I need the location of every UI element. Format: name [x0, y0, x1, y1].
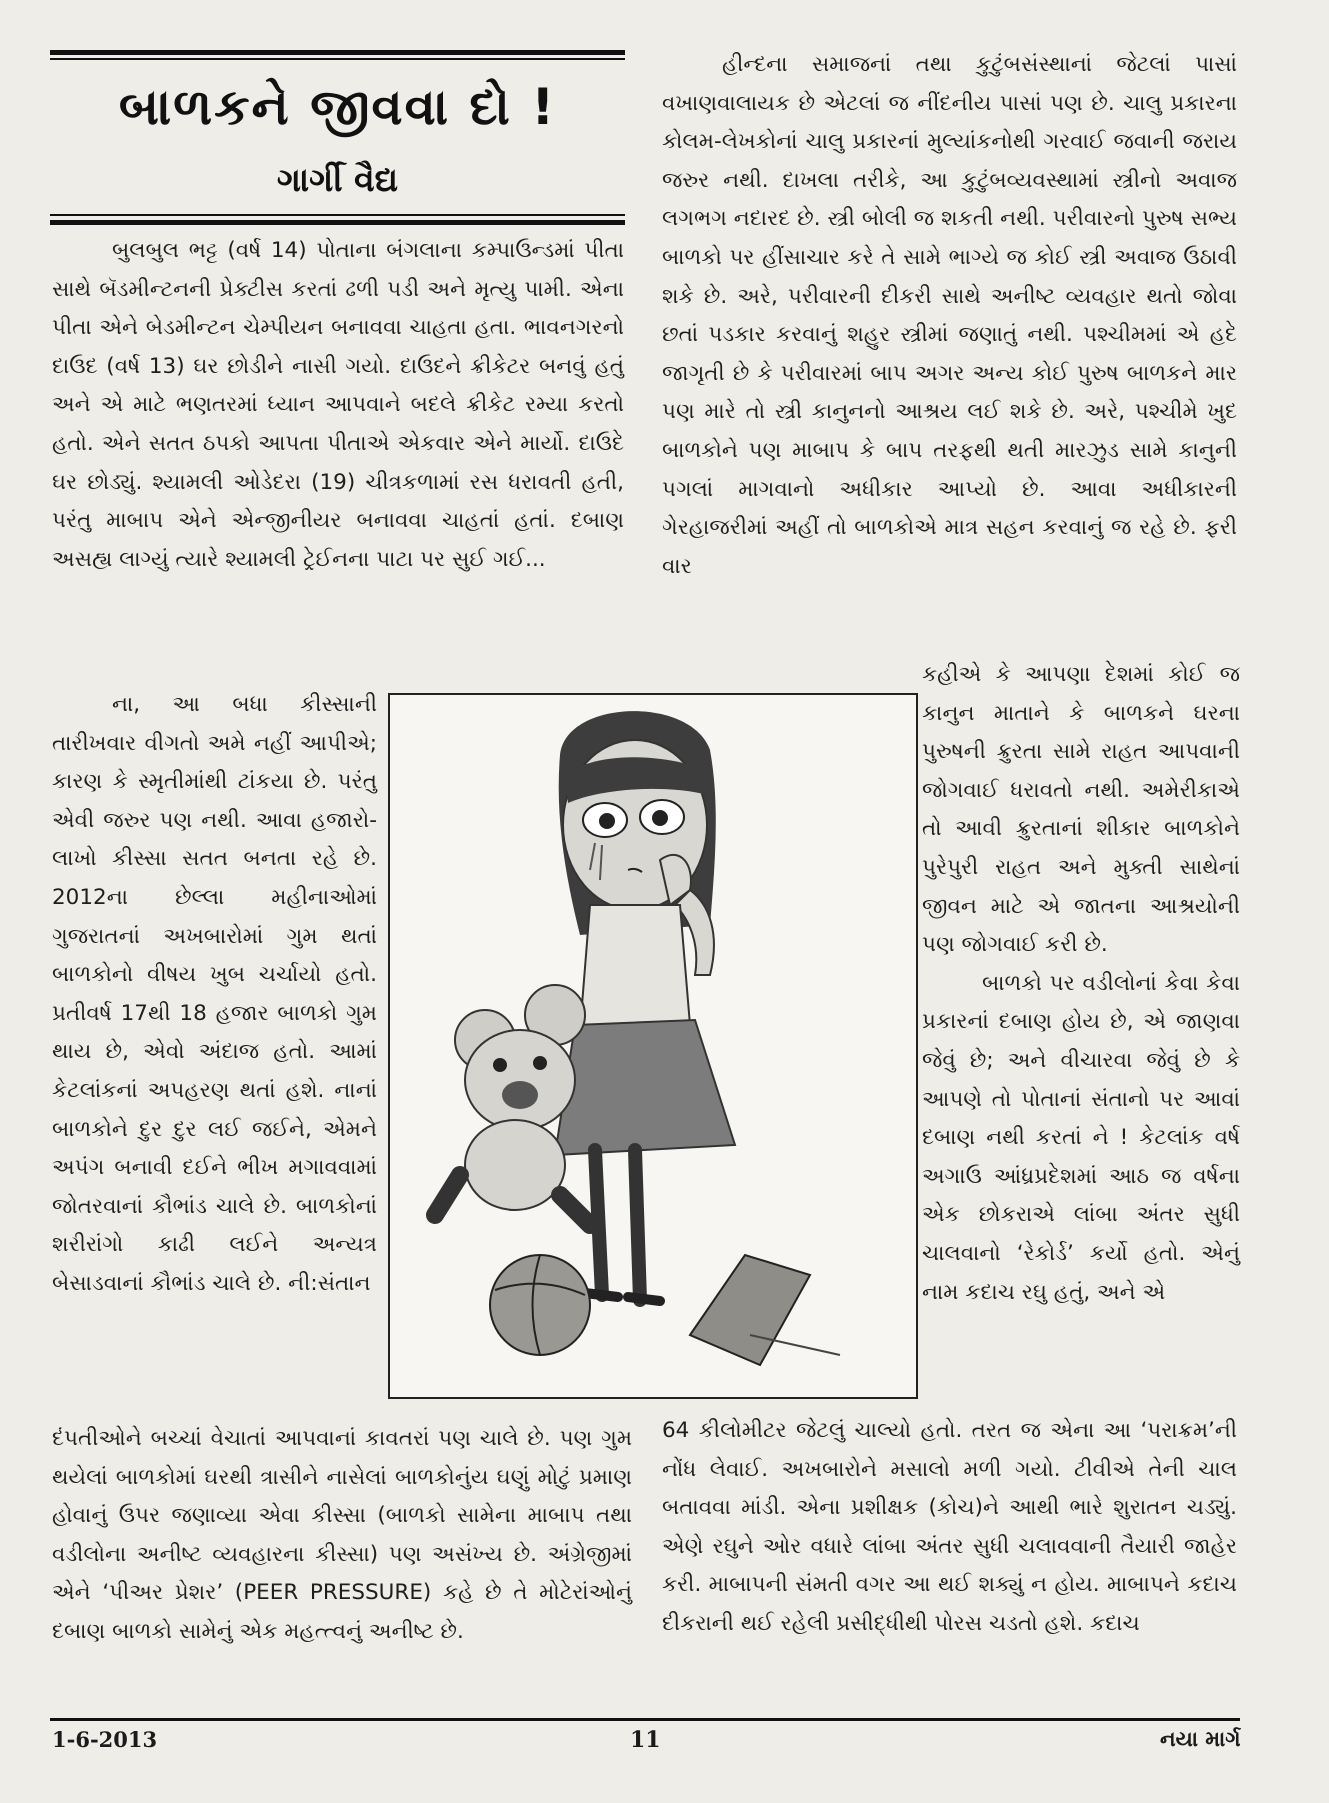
title-block	[50, 50, 625, 226]
bear-head	[465, 1030, 575, 1130]
right-column-middle	[922, 656, 1240, 1312]
left-column-top	[52, 232, 624, 579]
left-column-bottom	[52, 1420, 632, 1652]
paragraph-record: 64 કીલોમીટર જેટલું ચાલ્યો હતો. તરત જ એના આ ‘પરાક્રમ’ની નોંધ લેવાઈ. અખબારોને મસાલો મળી ગયો. ટીવીએ તેની ચાલ બતાવવા માંડી. એના પ્રશીક્ષક (કોચ)ને આથી ભારે શુરાતન ચડ્યું. એણે રઘુને ઓર વધારે લાંબા અંતર સુધી ચલાવવાની તૈયારી જાહેર કરી. માબાપની સંમતી વગર આ થઈ શક્યું ન હોય. માબાપને કદાચ દીકરાની થઈ રહેલી પ્રસીદ્ધીથી પોરસ ચડતો હશે. કદાચ	[662, 1418, 1237, 1636]
book	[690, 1255, 810, 1365]
title-bottom-rule	[50, 220, 625, 225]
crying-girl-drawing	[390, 695, 916, 1397]
title-top-rule	[50, 50, 625, 55]
right-column-top	[662, 46, 1237, 586]
article-author: ગાર્ગી વૈદ્ય	[276, 160, 399, 199]
footer-rule	[50, 1718, 1240, 1721]
title-top-rule-thin	[50, 58, 625, 60]
ball	[490, 1255, 590, 1355]
paragraph-missing-children: ના, આ બધા કીસ્સાની તારીખવાર વીગતો અમે નહીં આપીએ; કારણ કે સ્મૃતીમાંથી ટાંકયા છે. પરંતુ એવી જરુર પણ નથી. આવા હજારો-લાખો કીસ્સા સતત બનતા રહે છે. 2012ના છેલ્લા મહીનાઓમાં ગુજરાતનાં અખબારોમાં ગુમ થતાં બાળકોનો વીષય ખુબ ચર્ચાયો હતો. પ્રતીવર્ષ 17થી 18 હજાર બાળકો ગુમ થાય છે, એવો અંદાજ હતો. આમાં કેટલાંકનાં અપહરણ થતાં હશે. નાનાં બાળકોને દુર દુર લઈ જઈને, એમને અપંગ બનાવી દઈને ભીખ મગાવવામાં જોતરવાનાં કૌભાંડ ચાલે છે. બાળકોનાં શરીરાંગો કાઢી લઈને અન્યત્ર બેસાડવાનાં કૌભાંડ ચાલે છે. ની:સંતાન	[52, 692, 377, 1296]
paragraph-law: કહીએ કે આપણા દેશમાં કોઈ જ કાનુન માતાને કે બાળકને ઘરના પુરુષની ક્રુરતા સામે રાહત આપવાની જોગવાઈ ધરાવતો નથી. અમેરીકાએ તો આવી ક્રુરતાનાં શીકાર બાળકોને પુરેપુરી રાહત અને મુક્તી સાથેનાં જીવન માટે એ જાતના આશ્રયોની પણ જોગવાઈ કરી છે.	[922, 662, 1240, 958]
paragraph-peer-pressure: દંપતીઓને બચ્ચાં વેચાતાં આપવાનાં કાવતરાં પણ ચાલે છે. પણ ગુમ થયેલાં બાળકોમાં ઘરથી ત્રાસીને નાસેલાં બાળકોનુંય ઘણું મોટું પ્રમાણ હોવાનું ઉપર જણાવ્યા એવા કીસ્સા (બાળકો સામેના માબાપ તથા વડીલોના અનીષ્ટ વ્યવહારના કીસ્સા) પણ અસંખ્ય છે. અંગ્રેજીમાં એને ‘પીઅર પ્રેશર’ (PEER PRESSURE) કહે છે તે મોટેરાંઓનું દબાણ બાળકો સામેનું એક મહત્ત્વનું અનીષ્ટ છે.	[52, 1426, 632, 1644]
paragraph-pressure: બાળકો પર વડીલોનાં કેવા કેવા પ્રકારનાં દબાણ હોય છે, એ જાણવા જેવું છે; અને વીચારવા જેવું છે કે આપણે તો પોતાનાં સંતાનો પર આવાં દબાણ નથી કરતાં ને ! કેટલાંક વર્ષ અગાઉ આંધ્રપ્રદેશમાં આઠ જ વર્ષના એક છોકરાએ લાંબા અંતર સુધી ચાલવાનો ‘રેકોર્ડ’ કર્યો હતો. એનું નામ કદાચ રઘુ હતું, અને એ	[922, 970, 1240, 1305]
legs	[595, 1150, 640, 1300]
magazine-name: નયા માર્ગ	[1160, 1727, 1241, 1751]
paragraph-society: હીન્દના સમાજનાં તથા કુટુંબસંસ્થાનાં જેટલાં પાસાં વખાણવાલાયક છે એટલાં જ નીંદનીય પાસાં પણ છે. ચાલુ પ્રકારના કોલમ-લેખકોનાં ચાલુ પ્રકારનાં મુલ્યાંકનોથી ગરવાઈ જવાની જરાય જરુર નથી. દાખલા તરીકે, આ કુટુંબવ્યવસ્થામાં સ્ત્રીનો અવાજ લગભગ નદારદ છે. સ્ત્રી બોલી જ શકતી નથી. પરીવારનો પુરુષ સભ્ય બાળકો પર હીંસાચાર કરે તે સામે ભાગ્યે જ કોઈ સ્ત્રી અવાજ ઉઠાવી શકે છે. અરે, પરીવારની દીકરી સાથે અનીષ્ટ વ્યવહાર થતો જોવા છતાં પડકાર કરવાનું શહુર સ્ત્રીમાં જણાતું નથી. પશ્ચીમમાં એ હદે જાગૃતી છે કે પરીવારમાં બાપ અગર અન્ય કોઈ પુરુષ બાળકને માર પણ મારે તો સ્ત્રી કાનુનનો આશ્રય લઈ શકે છે. અરે, પશ્ચીમે ખુદ બાળકોને પણ માબાપ કે બાપ તરફથી થતી મારઝુડ સામે કાનુની પગલાં માગવાનો અધીકાર આપ્યો છે. આવા અધીકારની ગેરહાજરીમાં અહીં તો બાળકોએ માત્ર સહન કરવાનું જ રહે છે. ફરી વાર	[662, 52, 1237, 579]
skirt	[555, 1020, 735, 1155]
crying-girl-illustration	[388, 693, 918, 1399]
left-column-middle	[52, 686, 377, 1304]
paragraph-opening: બુલબુલ ભટ્ટ (વર્ષ 14) પોતાના બંગલાના કમ્પાઉન્ડમાં પીતા સાથે બૅડમીન્ટનની પ્રેક્ટીસ કરતાં ઢળી પડી અને મૃત્યુ પામી. એના પીતા એને બેડમીન્ટન ચેમ્પીયન બનાવવા ચાહતા હતા. ભાવનગરનો દાઉદ (વર્ષ 13) ઘર છોડીને નાસી ગયો. દાઉદને ક્રીકેટર બનવું હતું અને એ માટે ભણતરમાં ધ્યાન આપવાને બદલે ક્રીકેટ રમ્યા કરતો હતો. એને સતત ઠપકો આપતા પીતાએ એકવાર એને માર્યો. દાઉદે ઘર છોડ્યું. શ્યામલી ઓડેદરા (19) ચીત્રકળામાં રસ ધરાવતી હતી, પરંતુ માબાપ એને એન્જીનીયર બનાવવા ચાહતાં હતાં. દબાણ અસહ્ય લાગ્યું ત્યારે શ્યામલી ટ્રેઈનના પાટા પર સુઈ ગઈ...	[52, 238, 624, 572]
footer-date: 1-6-2013	[52, 1727, 158, 1752]
left-pupil	[599, 813, 615, 829]
title-bottom-rule-thin	[50, 214, 625, 216]
bear-body	[465, 1120, 565, 1210]
bear-eye-right	[533, 1056, 547, 1070]
right-pupil	[652, 810, 668, 826]
bear-nose	[502, 1081, 538, 1109]
dress-top	[580, 905, 690, 1030]
article-title: બાળકને જીવવા દો !	[118, 78, 557, 136]
bear-eye-left	[493, 1058, 507, 1072]
right-column-bottom	[662, 1412, 1237, 1644]
page-number: 11	[630, 1727, 661, 1753]
shoes	[585, 1293, 660, 1301]
